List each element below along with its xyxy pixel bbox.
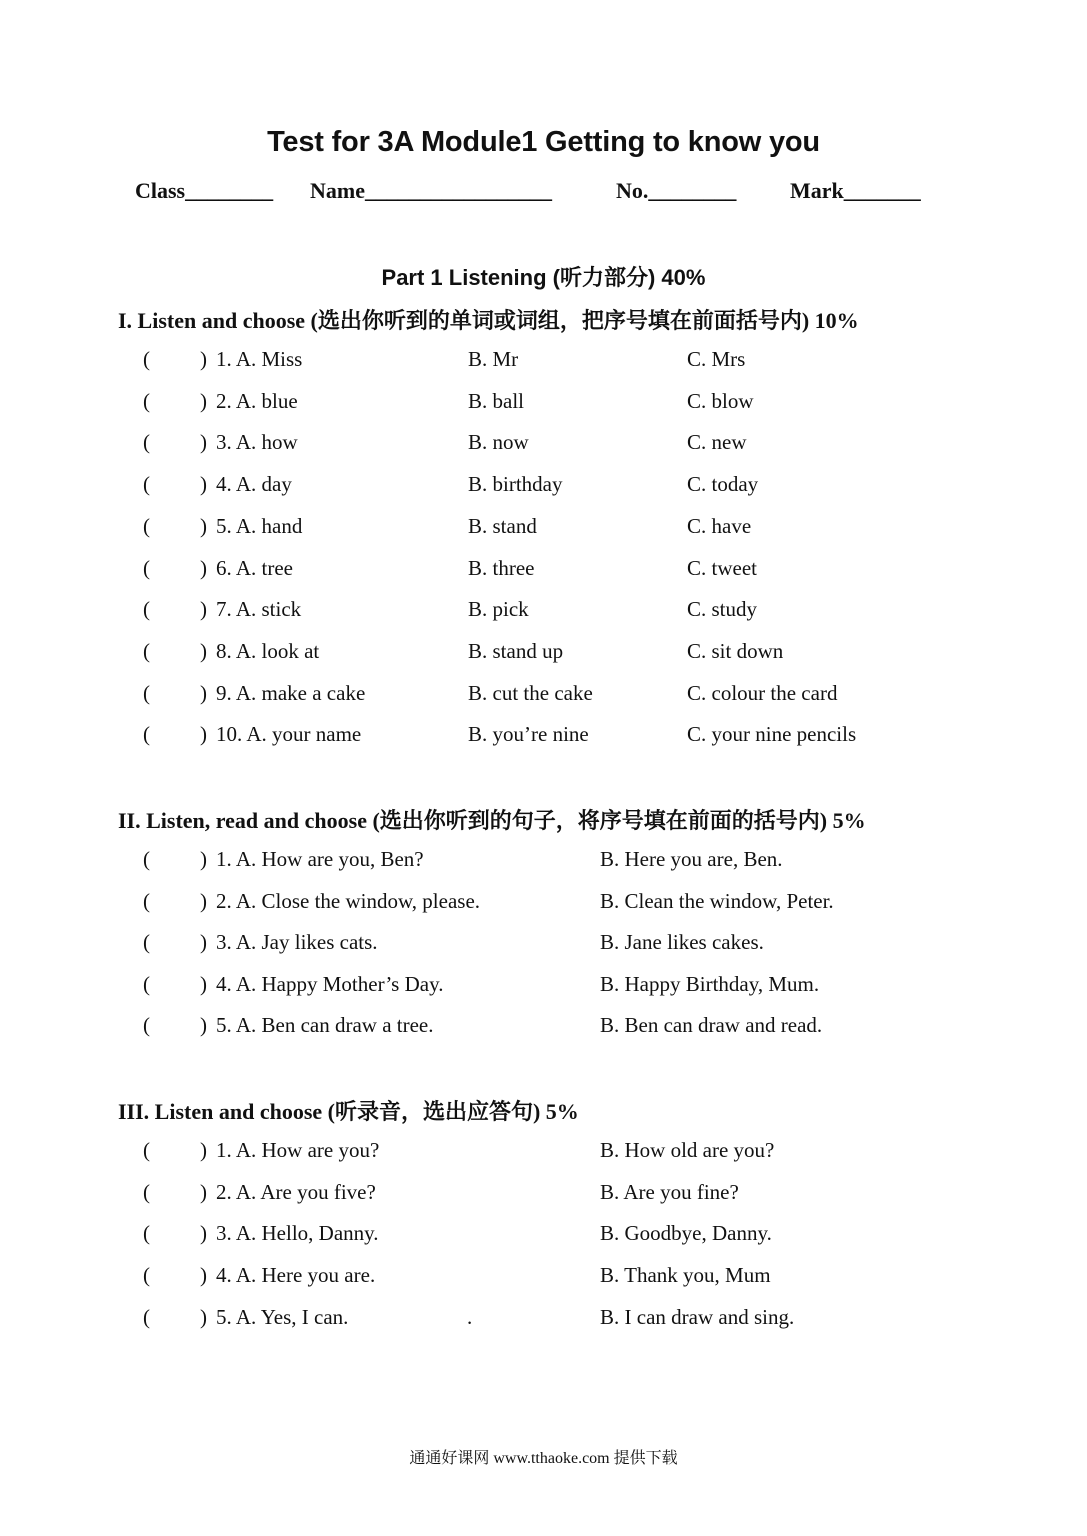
question-row <box>0 930 1087 960</box>
option-b: B. now <box>468 430 529 455</box>
option-a: 4. A. Here you are. <box>216 1263 376 1288</box>
answer-bracket-close[interactable]: ) <box>200 680 207 705</box>
answer-bracket-close[interactable]: ) <box>200 347 207 371</box>
option-b: B. How old are you? <box>600 1138 775 1162</box>
option-b: B. I can draw and sing. <box>600 1304 795 1329</box>
answer-bracket-open[interactable]: ( <box>143 1138 150 1162</box>
answer-bracket-close[interactable]: ) <box>200 1263 207 1288</box>
question-row <box>0 1263 1087 1293</box>
option-c: C. have <box>687 513 752 538</box>
question-row <box>0 889 1087 919</box>
option-c: C. study <box>687 597 758 622</box>
question-row <box>0 389 1087 419</box>
option-b: B. Clean the window, Peter. <box>600 888 834 913</box>
question-row <box>0 972 1087 1002</box>
answer-bracket-close[interactable]: ) <box>200 1304 207 1329</box>
answer-bracket-close[interactable]: ) <box>200 513 207 538</box>
answer-bracket-close[interactable]: ) <box>200 430 207 455</box>
answer-bracket-open[interactable]: ( <box>143 847 150 871</box>
option-a: 2. A. blue <box>216 388 298 413</box>
option-c: C. blow <box>687 388 754 413</box>
option-c: C. your nine pencils <box>687 722 857 747</box>
option-b: B. you’re nine <box>468 722 589 747</box>
section-1-heading: I. Listen and choose (选出你听到的单词或词组，把序号填在前面括号内) 10% <box>118 308 859 333</box>
question-row <box>0 1180 1087 1210</box>
option-b: B. ball <box>468 388 524 413</box>
part-title: Part 1 Listening (听力部分) 40% <box>381 265 706 290</box>
answer-bracket-open[interactable]: ( <box>143 347 150 371</box>
answer-bracket-open[interactable]: ( <box>143 680 150 705</box>
option-a: 8. A. look at <box>216 638 320 663</box>
question-row <box>0 681 1087 711</box>
option-a: 1. A. Miss <box>216 347 303 371</box>
option-a: 6. A. tree <box>216 555 293 580</box>
question-row <box>0 722 1087 752</box>
answer-bracket-open[interactable]: ( <box>143 1263 150 1288</box>
option-b: B. birthday <box>468 472 563 497</box>
answer-bracket-open[interactable]: ( <box>143 930 150 954</box>
question-row <box>0 514 1087 544</box>
question-row <box>0 847 1087 877</box>
option-a: 9. A. make a cake <box>216 680 366 705</box>
option-b: B. stand <box>468 513 537 538</box>
question-row <box>0 1138 1087 1168</box>
question-row <box>0 1221 1087 1251</box>
answer-bracket-open[interactable]: ( <box>143 555 150 580</box>
answer-bracket-open[interactable]: ( <box>143 472 150 497</box>
answer-bracket-close[interactable]: ) <box>200 1013 207 1037</box>
answer-bracket-open[interactable]: ( <box>143 638 150 663</box>
answer-bracket-close[interactable]: ) <box>200 388 207 413</box>
answer-bracket-open[interactable]: ( <box>143 597 150 622</box>
answer-bracket-close[interactable]: ) <box>200 888 207 913</box>
test-title: Test for 3A Module1 Getting to know you <box>267 126 820 158</box>
name-field[interactable]: Name_________________ <box>310 178 552 203</box>
answer-bracket-close[interactable]: ) <box>200 722 207 747</box>
answer-bracket-close[interactable]: ) <box>200 472 207 497</box>
question-row <box>0 556 1087 586</box>
question-row <box>0 347 1087 377</box>
option-a: 1. A. How are you? <box>216 1138 380 1162</box>
option-a: 5. A. Yes, I can. <box>216 1304 349 1329</box>
option-a: 2. A. Are you five? <box>216 1179 376 1204</box>
answer-bracket-open[interactable]: ( <box>143 1179 150 1204</box>
option-a: 5. A. hand <box>216 513 303 538</box>
answer-bracket-open[interactable]: ( <box>143 1221 150 1246</box>
answer-bracket-open[interactable]: ( <box>143 1013 150 1037</box>
question-row <box>0 472 1087 502</box>
option-c: C. colour the card <box>687 680 838 705</box>
question-row <box>0 597 1087 627</box>
option-b: B. Ben can draw and read. <box>600 1013 823 1037</box>
option-b: B. Mr <box>468 347 519 371</box>
option-b: B. Goodbye, Danny. <box>600 1221 772 1246</box>
option-b: B. Jane likes cakes. <box>600 930 764 954</box>
option-a: 7. A. stick <box>216 597 302 622</box>
option-a: 3. A. Hello, Danny. <box>216 1221 379 1246</box>
answer-bracket-close[interactable]: ) <box>200 555 207 580</box>
answer-bracket-open[interactable]: ( <box>143 430 150 455</box>
option-b: B. stand up <box>468 638 564 663</box>
number-field[interactable]: No.________ <box>616 178 737 203</box>
question-row <box>0 1305 1087 1335</box>
question-row <box>0 639 1087 669</box>
footer-source: 通通好课网 www.tthaoke.com 提供下载 <box>409 1450 678 1467</box>
section-3-heading: III. Listen and choose (听录音，选出应答句) 5% <box>118 1099 579 1124</box>
answer-bracket-close[interactable]: ) <box>200 971 207 996</box>
option-a: 3. A. Jay likes cats. <box>216 930 378 954</box>
answer-bracket-close[interactable]: ) <box>200 930 207 954</box>
question-row <box>0 430 1087 460</box>
option-b: B. three <box>468 555 535 580</box>
answer-bracket-close[interactable]: ) <box>200 597 207 622</box>
answer-bracket-open[interactable]: ( <box>143 888 150 913</box>
question-row <box>0 1013 1087 1043</box>
answer-bracket-open[interactable]: ( <box>143 513 150 538</box>
option-b: B. pick <box>468 597 529 622</box>
answer-bracket-open[interactable]: ( <box>143 722 150 747</box>
option-c: C. new <box>687 430 747 455</box>
answer-bracket-close[interactable]: ) <box>200 1221 207 1246</box>
option-c: C. sit down <box>687 638 784 663</box>
answer-bracket-open[interactable]: ( <box>143 971 150 996</box>
option-a: 4. A. Happy Mother’s Day. <box>216 971 444 996</box>
answer-bracket-open[interactable]: ( <box>143 388 150 413</box>
answer-bracket-close[interactable]: ) <box>200 1138 207 1162</box>
option-c: C. Mrs <box>687 347 746 371</box>
class-field[interactable]: Class________ <box>135 178 274 203</box>
option-a: 10. A. your name <box>216 722 362 747</box>
answer-bracket-close[interactable]: ) <box>200 847 207 871</box>
option-b: B. Happy Birthday, Mum. <box>600 971 820 996</box>
option-a: 5. A. Ben can draw a tree. <box>216 1013 434 1037</box>
answer-bracket-close[interactable]: ) <box>200 1179 207 1204</box>
option-a: 4. A. day <box>216 472 292 497</box>
option-b: B. Are you fine? <box>600 1179 739 1204</box>
option-b: B. Here you are, Ben. <box>600 847 783 871</box>
option-a: 1. A. How are you, Ben? <box>216 847 424 871</box>
option-b: B. cut the cake <box>468 680 593 705</box>
section-2-heading: II. Listen, read and choose (选出你听到的句子，将序号填在前面的括号内) 5% <box>118 808 866 833</box>
stray-mark: . <box>467 1304 473 1329</box>
option-a: 2. A. Close the window, please. <box>216 888 481 913</box>
answer-bracket-open[interactable]: ( <box>143 1304 150 1329</box>
mark-field[interactable]: Mark_______ <box>790 178 921 203</box>
option-c: C. tweet <box>687 555 757 580</box>
option-c: C. today <box>687 472 759 497</box>
option-a: 3. A. how <box>216 430 298 455</box>
answer-bracket-close[interactable]: ) <box>200 638 207 663</box>
option-b: B. Thank you, Mum <box>600 1263 771 1288</box>
